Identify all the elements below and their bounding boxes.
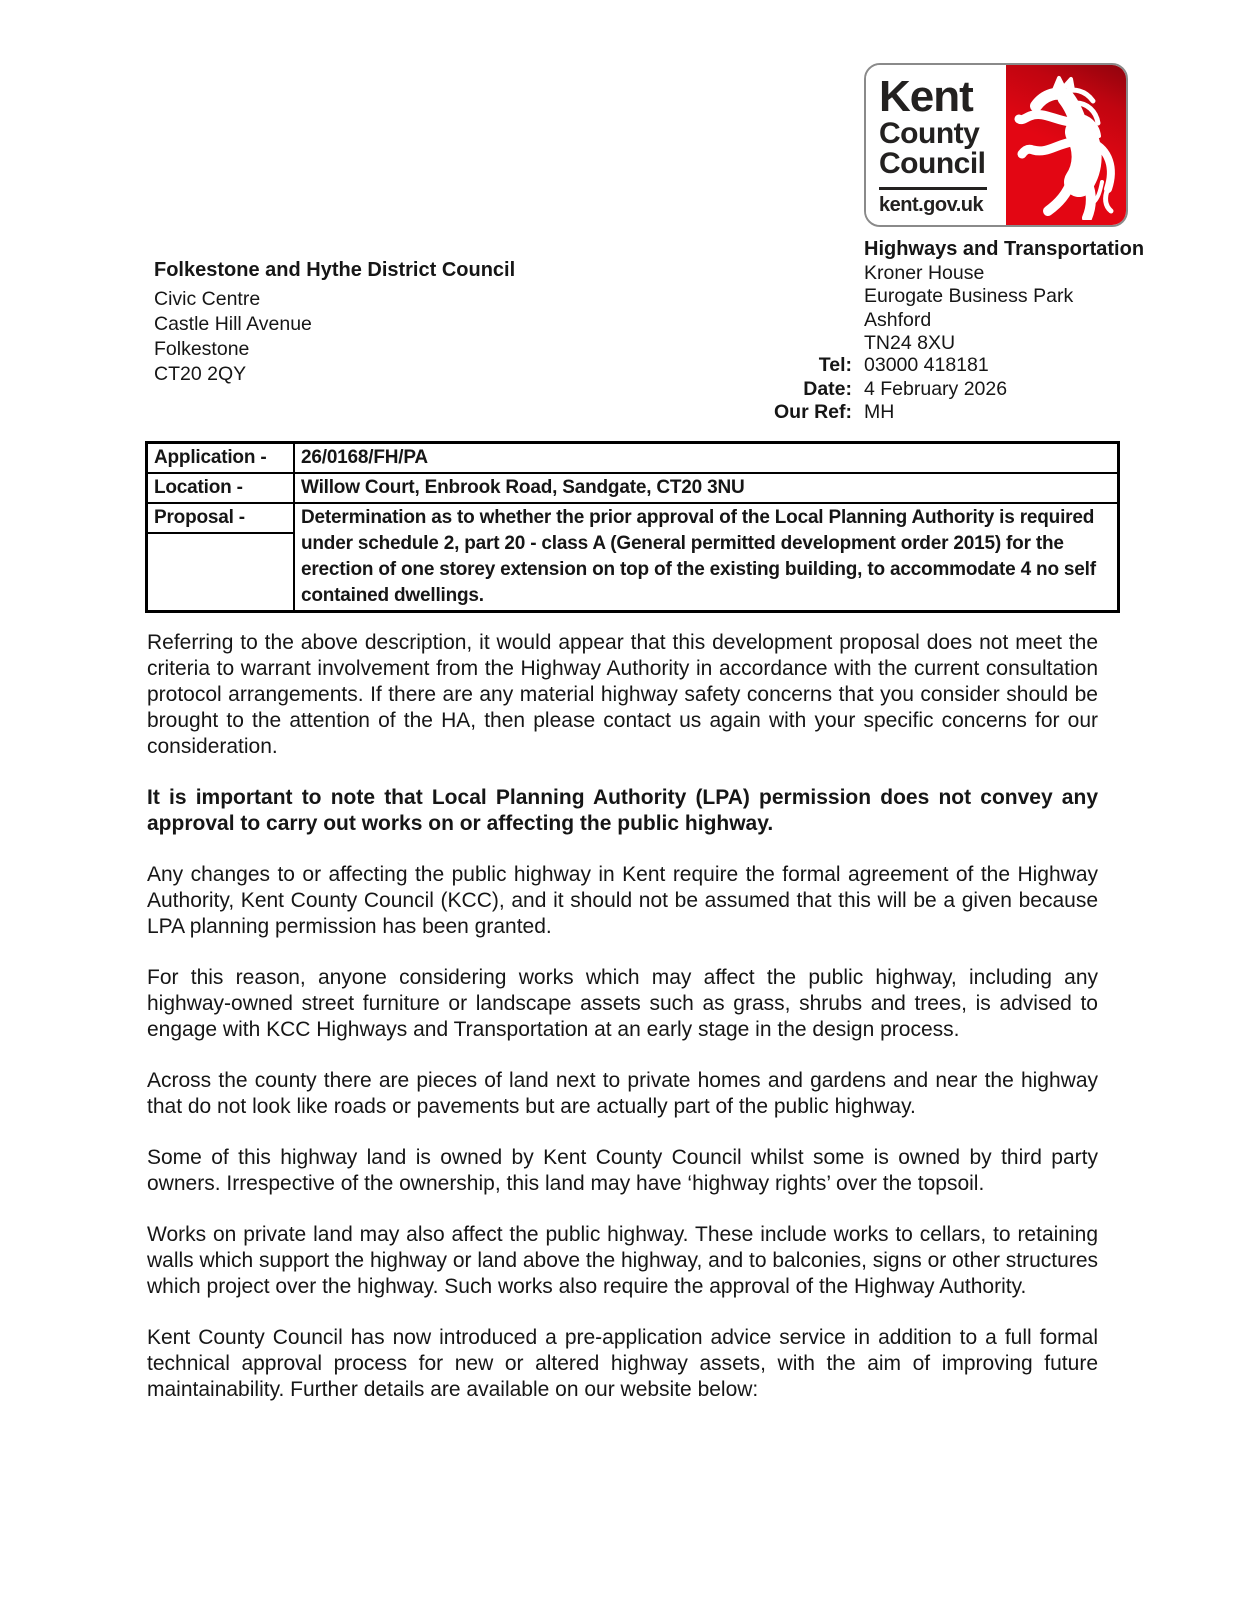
recipient-address-line: Folkestone (154, 338, 250, 360)
recipient-address-line: CT20 2QY (154, 363, 247, 385)
date-label: Date: (803, 377, 852, 400)
sender-fields (690, 354, 1007, 425)
body-paragraph-important-note: It is important to note that Local Planning Authority (LPA) permission does not convey any approval to carry out works on or affecting the public highway. (147, 786, 1098, 835)
sender-department: Highways and Transportation (864, 238, 1145, 260)
logo-line-council: Council (879, 147, 986, 180)
tel-label: Tel: (818, 354, 852, 376)
body-paragraph: Referring to the above description, it would appear that this development proposal does not meet the criteria to warrant involvement from the Highway Authority in accordance with the current consultation protocol arrangements. If there are any material highway safety concerns that you consider should be brought to the attention of the HA, then please contact us again with your specific concerns for our consideration. (147, 631, 1098, 758)
table-row-proposal (147, 503, 1119, 612)
invicta-horse-icon (1010, 70, 1122, 220)
proposal-value: Determination as to whether the prior approval of the Local Planning Authority is required under schedule 2, part 20 - class A (General permitted development order 2015) for the erection of one storey extension on top of the existing building, to accommodate 4 no self contained dwellings. (294, 503, 1119, 612)
application-reference-table (145, 441, 1120, 613)
body-paragraph: For this reason, anyone considering works which may affect the public highway, including any highway-owned street furniture or landscape assets such as grass, shrubs and trees, is advised to engage with KCC Highways and Transportation at an early stage in the design process. (147, 966, 1098, 1041)
recipient-address-line: Castle Hill Avenue (154, 313, 312, 335)
application-label: Application - (147, 443, 295, 474)
body-paragraph: Any changes to or affecting the public highway in Kent require the formal agreement of the Highway Authority, Kent County Council (KCC), and it should not be assumed that this will be a given because LPA planning permission has been granted. (147, 863, 1098, 938)
recipient-name: Folkestone and Hythe District Council (154, 259, 516, 281)
proposal-label-cell (147, 503, 295, 612)
table-row-application (147, 443, 1119, 474)
recipient-address-line: Civic Centre (154, 288, 261, 310)
body-paragraph: Some of this highway land is owned by Kent County Council whilst some is owned by third party owners. Irrespective of the ownership, this land may have ‘highway rights’ over the topsoil. (147, 1146, 1098, 1195)
body-paragraph: Kent County Council has now introduced a pre-application advice service in addition to a full formal technical approval process for new or altered highway assets, with the aim of improving future maintainability. Further details are available on our website below: (147, 1326, 1098, 1401)
letter-body (147, 630, 1098, 1428)
our-ref-label: Our Ref: (774, 401, 852, 424)
sender-address-line: TN24 8XU (864, 331, 956, 354)
recipient-address-block (154, 258, 515, 387)
location-value: Willow Court, Enbrook Road, Sandgate, CT20 3NU (294, 473, 1119, 503)
date-value: 4 February 2026 (864, 377, 1008, 400)
sender-address-line: Ashford (864, 308, 932, 331)
tel-value: 03000 418181 (864, 354, 989, 376)
body-paragraph: Works on private land may also affect the public highway. These include works to cellars, to retaining walls which support the highway or land above the highway, and to balconies, signs or other structures which project over the highway. Such works also require the approval of the Highway Authority. (147, 1223, 1098, 1298)
tel-row (690, 354, 1007, 378)
application-value: 26/0168/FH/PA (294, 443, 1119, 474)
date-row (690, 378, 1007, 402)
proposal-label: Proposal - (148, 504, 293, 534)
our-ref-value: MH (864, 401, 895, 424)
our-ref-row (690, 401, 1007, 425)
location-label: Location - (147, 473, 295, 503)
logo-url: kent.gov.uk (879, 194, 984, 216)
body-paragraph: Across the county there are pieces of land next to private homes and gardens and near the highway that do not look like roads or pavements but are actually part of the public highway. (147, 1069, 1098, 1118)
logo-line-county: County (879, 117, 980, 150)
kcc-logo-emblem-panel (1006, 65, 1126, 225)
logo-line-kent: Kent (879, 72, 973, 121)
table-row-location (147, 473, 1119, 503)
sender-address-line: Eurogate Business Park (864, 285, 1074, 308)
logo-underline (879, 187, 987, 190)
sender-address-line: Kroner House (864, 262, 985, 284)
kcc-logo (864, 63, 1128, 227)
sender-address (864, 262, 1073, 355)
kcc-logo-wordmark (866, 65, 1006, 225)
